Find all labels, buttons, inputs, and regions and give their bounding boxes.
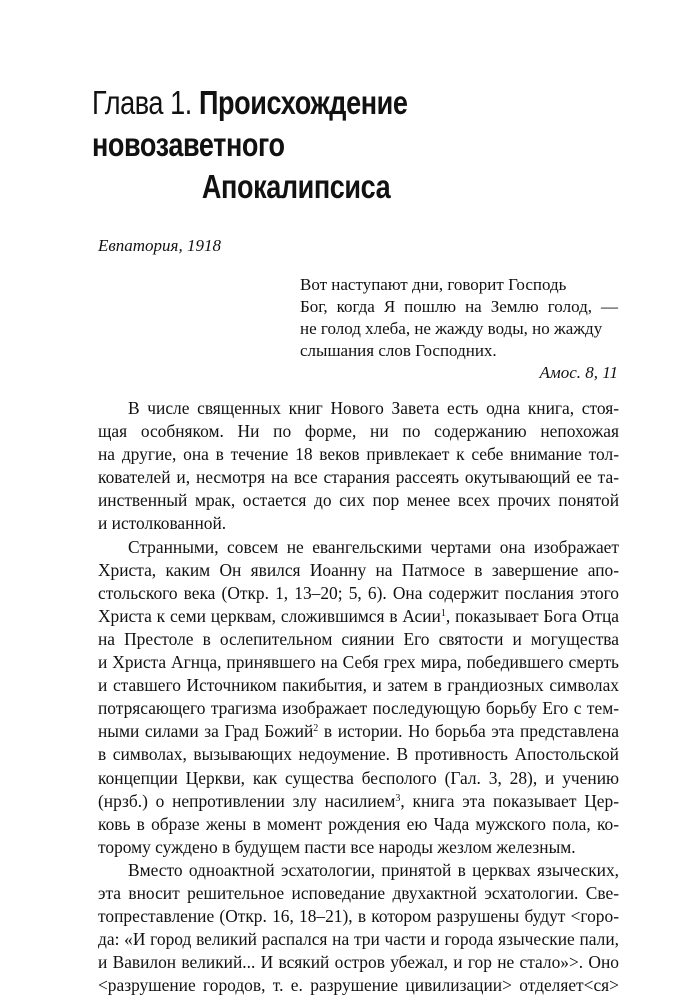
text-fragment: (нрзб.) о непротивлении злу насилием: [98, 790, 396, 811]
text-line: и Христа Агнца, принявшего на Себя грех мира, победившего смерть: [98, 652, 619, 673]
text-line: кователей и, несмотря на все старания рассеять окутывающий ее та-: [98, 467, 619, 488]
text-line: [98, 720, 619, 743]
text-line: стольского века (Откр. 1, 13–20; 5, 6). Она содержит послания этого: [98, 582, 619, 603]
text-line: [98, 605, 619, 628]
text-line: Христа, каким Он явился Иоанну на Патмосе в завершение апо-: [98, 559, 619, 580]
text-fragment: в истории. Но борьба эта представлена: [318, 721, 619, 742]
chapter-heading: [92, 82, 551, 208]
text-fragment: , показывает Бога Отца: [445, 605, 619, 626]
epigraph-line: слышания слов Господних.: [300, 341, 497, 360]
epigraph-line: не голод хлеба, не жажду воды, но жажду: [300, 319, 603, 338]
footnote-ref: 2: [313, 723, 319, 735]
text-line: Вместо одноактной эсхатологии, принятой в церквах языческих,: [128, 859, 619, 880]
epigraph-line: Бог, когда Я пошлю на Землю голод, —: [300, 297, 618, 316]
text-line: инственный мрак, остается до сих пор менее всех прочих понятой: [98, 490, 619, 511]
text-line: на Престоле в ослепительном сиянии Его святости и могущества: [98, 628, 619, 649]
text-line: и ставшего Источником пакибытия, и затем в грандиозных символах: [98, 675, 619, 696]
text-line: [98, 790, 619, 813]
text-line: ковь в образе жены в момент рождения ею Чада мужского пола, ко-: [98, 813, 619, 834]
text-line: потрясающего трагизма изображает последующую борьбу Его с тем-: [98, 698, 619, 719]
chapter-number: Глава 1.: [92, 84, 192, 121]
text-line: торому суждено в будущем пасти все народы жезлом железным.: [98, 836, 576, 857]
text-line: <разрушение городов, т. е. разрушение цивилизации> отделяет<ся>: [98, 975, 619, 996]
epigraph-source: Амос. 8, 11: [539, 363, 618, 382]
text-fragment: , книга эта показывает Цер-: [400, 790, 619, 811]
chapter-title-line-2: Апокалипсиса: [201, 168, 391, 205]
text-line: и Вавилон великий... И всякий остров убежал, и гор не стало»>. Оно: [98, 952, 619, 973]
text-line: на другие, она в течение 18 веков привлекает к себе внимание тол-: [98, 444, 619, 465]
text-line: эта вносит решительное исповедание двухактной эсхатологии. Све-: [98, 882, 619, 903]
text-line: в символах, вызывающих недоумение. В противность Апостольской: [98, 744, 619, 765]
footnote-ref: 1: [440, 607, 446, 619]
text-line: концепции Церкви, как существа бесполого (Гал. 3, 28), и учению: [98, 767, 619, 788]
text-line: В числе священных книг Нового Завета есть одна книга, стоя-: [128, 398, 619, 418]
text-fragment: ными силами за Град Божий: [98, 721, 314, 742]
body-text: [98, 397, 619, 997]
text-line: Странными, совсем не евангельскими чертами она изображает: [128, 536, 619, 557]
footnote-ref: 3: [395, 792, 401, 804]
text-line: щая особняком. Ни по форме, ни по содержанию непохожая: [98, 421, 619, 442]
epigraph: [300, 274, 618, 384]
epigraph-line: Вот наступают дни, говорит Господь: [300, 275, 567, 294]
place-date: Евпатория, 1918: [98, 236, 221, 255]
text-line: топреставление (Откр. 16, 18–21), в котором разрушены будут <горо-: [98, 906, 619, 927]
chapter-title-line-1: Происхождение новозаветного: [92, 84, 408, 163]
text-fragment: Христа к семи церквам, сложившимся в Асии: [98, 605, 441, 626]
text-line: да: «И город великий распался на три части и города языческие пали,: [98, 929, 619, 950]
text-line: и истолкованной.: [98, 513, 227, 534]
